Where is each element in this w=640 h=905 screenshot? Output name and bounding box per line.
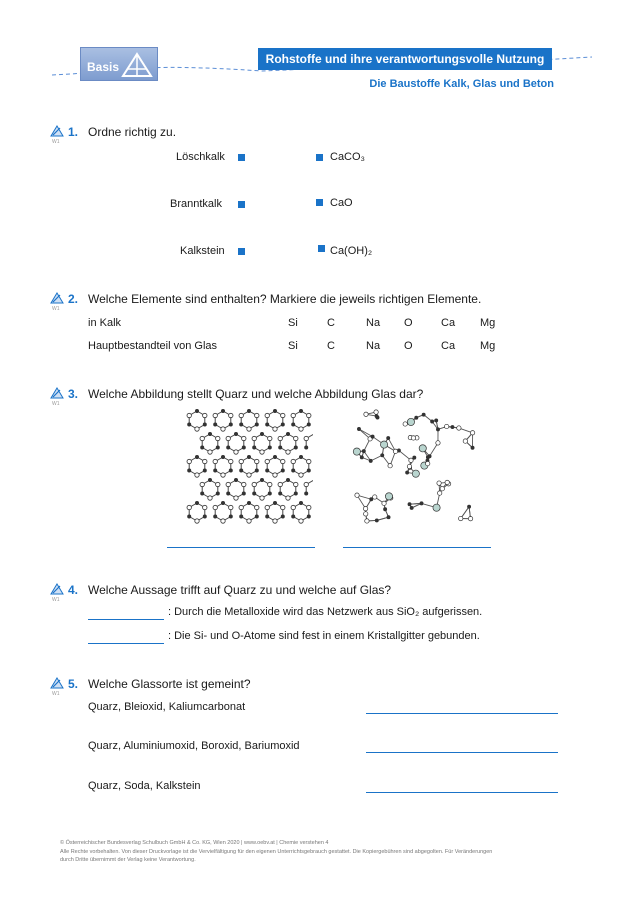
element-row-label: Hauptbestandteil von Glas (88, 340, 218, 352)
match-right-anchor[interactable] (318, 245, 325, 252)
question-number: 1. (68, 125, 79, 139)
answer-line[interactable] (88, 619, 164, 620)
answer-line[interactable] (366, 713, 558, 714)
match-left-item: Branntkalk (170, 198, 222, 210)
pencil-triangle-icon (50, 387, 64, 399)
glass-type-item: Quarz, Soda, Kalkstein (88, 780, 201, 792)
element-option[interactable]: Si (288, 340, 298, 352)
element-option[interactable]: C (327, 340, 335, 352)
match-left-item: Löschkalk (176, 151, 225, 163)
glass-network-image (352, 408, 482, 526)
pencil-triangle-icon (50, 677, 64, 689)
element-option[interactable]: Mg (480, 340, 496, 352)
element-option[interactable]: Si (288, 317, 298, 329)
question-number: 3. (68, 387, 79, 401)
footer-disclaimer: durch Dritte übernimmt der Verlag keine Verantwortung. (60, 857, 196, 863)
question-number: 2. (68, 292, 79, 306)
statement-text: : Durch die Metalloxide wird das Netzwerk aus SiO₂ aufgerissen. (168, 606, 483, 618)
element-option[interactable]: Na (366, 317, 381, 329)
pencil-triangle-icon (50, 125, 64, 137)
match-right-item: CaCO₃ (330, 151, 366, 163)
question-text: Ordne richtig zu. (88, 125, 177, 139)
pencil-triangle-icon (50, 292, 64, 304)
match-left-anchor[interactable] (238, 248, 245, 255)
answer-line[interactable] (343, 547, 491, 548)
element-option[interactable]: Na (366, 340, 381, 352)
match-left-anchor[interactable] (238, 201, 245, 208)
glass-type-item: Quarz, Bleioxid, Kaliumcarbonat (88, 701, 246, 713)
triangle-level-icon (121, 52, 153, 78)
page-subtitle: Die Baustoffe Kalk, Glas und Beton (369, 78, 554, 90)
page-title: Rohstoffe und ihre verantwortungsvolle Nutzung (258, 48, 552, 70)
element-option[interactable]: C (327, 317, 335, 329)
question-text: Welche Abbildung stellt Quarz und welche Abbildung Glas dar? (88, 387, 424, 401)
basis-label: Basis (87, 60, 120, 74)
match-right-item: Ca(OH)₂ (330, 245, 373, 257)
element-option[interactable]: Ca (441, 317, 456, 329)
level-label: W1 (52, 691, 60, 697)
level-label: W1 (52, 401, 60, 407)
question-number: 5. (68, 677, 79, 691)
quartz-crystal-lattice-image (183, 408, 313, 526)
element-option[interactable]: Ca (441, 340, 456, 352)
element-option[interactable]: O (404, 317, 413, 329)
question-text: Welche Aussage trifft auf Quarz zu und welche auf Glas? (88, 583, 392, 597)
question-number: 4. (68, 583, 79, 597)
match-right-anchor[interactable] (316, 199, 323, 206)
level-label: W1 (52, 306, 60, 312)
statement-text: : Die Si- und O-Atome sind fest in einem Kristallgitter gebunden. (168, 630, 480, 642)
element-option[interactable]: O (404, 340, 413, 352)
question-text: Welche Glassorte ist gemeint? (88, 677, 251, 691)
level-label: W1 (52, 139, 60, 145)
answer-line[interactable] (366, 752, 558, 753)
element-row-label: in Kalk (88, 317, 122, 329)
element-option[interactable]: Mg (480, 317, 496, 329)
level-label: W1 (52, 597, 60, 603)
answer-line[interactable] (167, 547, 315, 548)
match-right-item: CaO (330, 197, 353, 209)
footer-rights: Alle Rechte vorbehalten. Von dieser Druckvorlage ist die Vervielfältigung für den eigenen Unterrichtsgebrauch gestattet. Die Kopiergebühren sind abgegolten. Für Veränderungen (60, 849, 493, 855)
basis-badge (80, 47, 158, 81)
answer-line[interactable] (88, 643, 164, 644)
match-right-anchor[interactable] (316, 154, 323, 161)
match-left-anchor[interactable] (238, 154, 245, 161)
question-text: Welche Elemente sind enthalten? Markiere die jeweils richtigen Elemente. (88, 292, 482, 306)
pencil-triangle-icon (50, 583, 64, 595)
glass-type-item: Quarz, Aluminiumoxid, Boroxid, Bariumoxid (88, 740, 300, 752)
footer-copyright: © Österreichischer Bundesverlag Schulbuch GmbH & Co. KG, Wien 2020 | www.oebv.at | Chemie verstehen 4 (60, 840, 329, 846)
match-left-item: Kalkstein (180, 245, 225, 257)
answer-line[interactable] (366, 792, 558, 793)
